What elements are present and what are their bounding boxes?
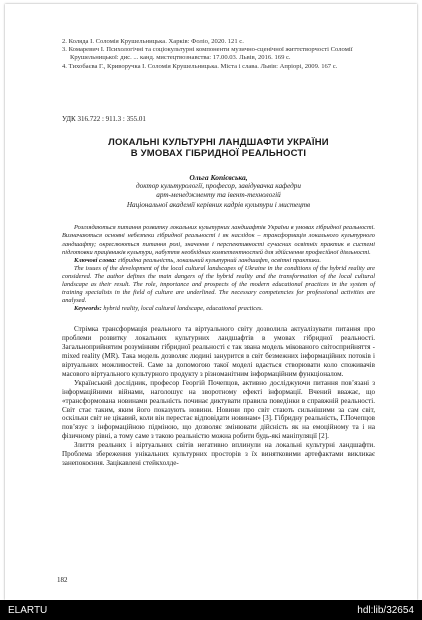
page-content	[62, 38, 375, 468]
author-affiliation	[62, 182, 375, 211]
page-number: 182	[57, 576, 68, 584]
abstract-ua	[62, 224, 375, 313]
body-paragraph: Стрімка трансформація реального та віртуального світу дозволила актуалізувати питання про проблеми розвитку локальних культурних ландшафтів в умовах гібридної реальності. Загальноприйнятим розумінням гібридної реальності є так звана модель мікованого світосприйняття - mixed reality (MR). Така модель дозволяє людині занурится в світ безмежних інформаційних потоків і віртуальних можливостей. Саме за допомогою такої моделі вдається створювати коло споживачів масового віртуального культурного продукту з різноманітним інформаційним функціоналом.	[62, 325, 375, 378]
keywords-en-text: hybrid reality, local cultural landscape, educational practices.	[103, 305, 263, 313]
body-paragraph: Український дослідник, професор Георгій Почепцов, активно досліджуючи питання пов’язані з інформаційними війнами, наголошує на зворотному ефекті інформації. Вчений вважає, що «трансформована новинами реальність починає диктувати правила поведінки в справжній реальності. Світ стає таким, яким його показують новини. Новини про світ стають сильнішими за сам світ, оскільки світ не цікавий, коли він перестає відповідати новинам» [3]. Гібридну реальність, Г.Почепцов пов’язує з інформаційною підміною, що дозволяє змінювати дійсність як на емоційному та і на фізичному рівні, а тому саме з такою реальністю можна робити будь-які маніпуляції [2].	[62, 378, 375, 441]
title-line: ЛОКАЛЬНІ КУЛЬТУРНІ ЛАНДШАФТИ УКРАЇНИ	[108, 136, 329, 148]
title-line: В УМОВАХ ГІБРИДНОЇ РЕАЛЬНОСТІ	[130, 147, 307, 159]
handle-label: hdl:lib/32654	[357, 605, 414, 616]
abstract-en-text: The issues of the development of the local cultural landscapes of Ukraine in the conditions of the hybrid reality are considered. The author defines the main dangers of the hybrid reality and the transformation of the local cultural landscape as their result. The role, importance and prospects of the modern educational practices in the system of training specialists in the field of culture are underlined. The necessary competencies for professional activities are analysed.	[62, 264, 375, 305]
repository-label: ELARTU	[8, 605, 48, 616]
article-title	[62, 137, 375, 159]
footer-bar	[0, 600, 422, 620]
reference-list	[62, 38, 375, 71]
article-body	[62, 325, 375, 468]
affiliation-line: доктор культурології, професор, завідувачка кафедри	[136, 181, 301, 190]
reference-item: 3. Комаревич І. Психологічні та соціокультурні компоненти музично-сценічної життєтворчості Соломії Крушельницької: дис. ... канд. мистецтвознавства: 17.00.03. Львів, 2016. 169 с.	[62, 46, 353, 62]
reference-item: 4. Тихобаєва Г., Криворучка І. Соломія Крушельницька. Міста і слава. Львів: Апріорі, 2009. 167 с.	[62, 62, 338, 70]
keywords-ua-label: Ключові слова:	[74, 256, 117, 264]
affiliation-line: арт-менеджменту та івент-технологій	[156, 191, 281, 200]
abstract-ua-text: Розглядаються питання розвитку локальних культурних ландшафтів України в умовах гібридної реальності. Визначаються основні небезпеки гібридної реальності і як наслідок – трансформація локального культурного ландшафту; окреслюються питання ролі, значення і перспективності сучасних освітніх практик в системі підготовки працівників культури, набуття необхідних компетентностей для здійснення професійної діяльності.	[62, 224, 375, 256]
keywords-en	[62, 305, 375, 313]
author-name: Ольга Копієвська,	[189, 172, 248, 182]
keywords-ua-text: гібридна реальність, локальний культурний ландшафт, освітні практики.	[118, 256, 321, 264]
keywords-en-label: Keywords:	[74, 305, 102, 313]
keywords-ua	[62, 257, 375, 265]
reference-item: 2. Колядa І. Соломія Крушельницька. Харків: Фоліо, 2020. 121 с.	[62, 38, 244, 45]
affiliation-line: Національної академії керівних кадрів культури і мистецтв	[126, 200, 311, 209]
udk-code: УДК 316.722 : 911.3 : 355.01	[62, 114, 146, 123]
body-paragraph: Злиття реальних і віртуальних світів негативно вплинули на локальні культурні ландшафти. Проблема збереження унікальних культурних просторів з їх винятковими артефактами викликає занепокоєння. Зацікавлені стейкхолде-	[62, 441, 375, 467]
document-page	[5, 4, 417, 600]
